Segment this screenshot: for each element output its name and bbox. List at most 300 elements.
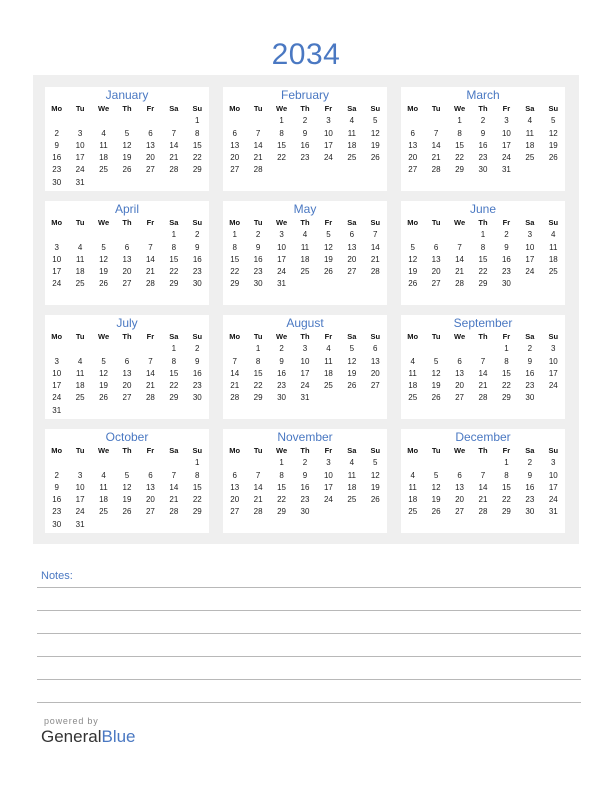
day-cell: 11	[75, 368, 85, 378]
day-cell: 18	[99, 153, 109, 163]
weekday-label: Su	[370, 218, 381, 227]
day-cell: 12	[122, 140, 132, 150]
weekday-label: We	[276, 446, 288, 455]
day-cell: 11	[347, 470, 356, 480]
day-cell: 26	[122, 165, 132, 175]
day-cell: 29	[192, 165, 202, 175]
day-cell: 15	[277, 140, 287, 150]
day-cell: 29	[169, 279, 179, 289]
day-cell	[424, 343, 447, 355]
day-cell: 17	[548, 368, 558, 378]
day-cell	[424, 229, 447, 241]
weekday-label: Mo	[407, 332, 419, 341]
day-cell: 14	[145, 254, 155, 264]
week-row	[45, 506, 209, 518]
week-row	[45, 380, 209, 392]
day-cell: 31	[52, 405, 62, 415]
day-cell	[92, 457, 115, 469]
day-cell: 31	[277, 279, 287, 289]
day-cell: 9	[302, 470, 308, 480]
day-cell: 16	[478, 140, 488, 150]
weekday-label: Mo	[51, 218, 63, 227]
day-cell: 21	[253, 495, 263, 505]
day-cell: 23	[525, 495, 535, 505]
day-cell: 2	[279, 344, 284, 354]
day-cell: 9	[279, 356, 284, 366]
day-cell: 20	[230, 495, 240, 505]
day-cell: 15	[277, 482, 287, 492]
week-row	[45, 278, 209, 290]
day-cell: 6	[410, 128, 415, 138]
day-cell: 23	[52, 165, 62, 175]
weekday-label: We	[276, 332, 288, 341]
day-cell: 25	[525, 153, 535, 163]
day-cell	[139, 229, 162, 241]
day-cell	[115, 343, 138, 355]
week-row	[45, 405, 209, 417]
day-cell: 16	[525, 368, 535, 378]
day-cell: 29	[169, 393, 179, 403]
day-cell: 4	[527, 116, 533, 126]
week-row	[223, 278, 387, 290]
day-cell	[424, 115, 447, 127]
day-cell	[45, 229, 68, 241]
day-cell	[518, 278, 541, 290]
weekday-label: We	[98, 218, 110, 227]
day-cell: 1	[457, 116, 462, 126]
day-cell	[139, 457, 162, 469]
day-cell: 2	[527, 344, 533, 354]
day-cell: 27	[122, 279, 132, 289]
day-cell: 15	[501, 482, 511, 492]
day-cell: 12	[99, 254, 109, 264]
day-cell: 20	[455, 381, 465, 391]
weekday-label: Su	[370, 446, 381, 455]
weekday-label: Fr	[502, 218, 511, 227]
day-cell: 2	[255, 230, 261, 240]
day-cell: 31	[300, 393, 310, 403]
day-cell: 30	[253, 279, 263, 289]
day-cell: 21	[478, 495, 488, 505]
day-cell: 13	[230, 140, 240, 150]
day-cell: 22	[501, 381, 511, 391]
week-row	[223, 368, 387, 380]
week-row	[223, 392, 387, 404]
day-cell: 24	[501, 153, 511, 163]
logo-blue-text: Blue	[101, 727, 136, 746]
day-cell: 28	[455, 279, 465, 289]
day-cell: 7	[255, 128, 261, 138]
day-cell: 26	[99, 393, 109, 403]
day-cell	[364, 506, 387, 518]
month-name: February	[280, 88, 330, 102]
day-cell: 7	[171, 128, 177, 138]
day-cell: 9	[527, 470, 533, 480]
weekday-label: Su	[192, 446, 203, 455]
day-cell	[186, 405, 209, 417]
day-cell: 23	[300, 153, 310, 163]
weekday-label: Fr	[324, 332, 333, 341]
day-cell	[45, 457, 68, 469]
day-cell: 20	[122, 267, 132, 277]
day-cell: 25	[347, 153, 357, 163]
day-cell	[293, 164, 316, 176]
weekday-label: Tu	[75, 332, 85, 341]
week-row	[45, 164, 209, 176]
day-cell: 19	[323, 254, 333, 264]
weekday-label: Tu	[431, 332, 441, 341]
weekday-label: Fr	[502, 332, 511, 341]
week-row	[223, 115, 387, 127]
day-cell: 28	[169, 165, 179, 175]
day-cell: 12	[431, 368, 441, 378]
day-cell	[92, 405, 115, 417]
day-cell: 10	[548, 470, 558, 480]
day-cell: 17	[525, 254, 535, 264]
day-cell: 26	[122, 507, 132, 517]
day-cell: 3	[504, 116, 509, 126]
weekday-label: We	[454, 332, 466, 341]
day-cell: 1	[171, 344, 177, 354]
day-cell	[471, 457, 494, 469]
weekday-label: Th	[300, 104, 310, 113]
day-cell: 3	[77, 128, 83, 138]
day-cell: 20	[122, 381, 132, 391]
weekday-label: Mo	[229, 332, 241, 341]
day-cell: 5	[124, 128, 130, 138]
calendar-year-title: 2034	[271, 38, 341, 71]
day-cell	[448, 229, 471, 241]
day-cell: 14	[478, 368, 488, 378]
day-cell: 28	[370, 267, 380, 277]
day-cell: 30	[300, 507, 310, 517]
day-cell: 3	[54, 356, 59, 366]
day-cell: 29	[277, 507, 287, 517]
day-cell: 4	[77, 242, 83, 252]
day-cell	[401, 229, 424, 241]
weekday-label: Tu	[253, 332, 263, 341]
day-cell: 23	[253, 267, 263, 277]
weekday-label: Su	[192, 104, 203, 113]
day-cell: 16	[192, 254, 202, 264]
month-november	[223, 429, 387, 533]
weekday-label: We	[454, 104, 466, 113]
day-cell: 13	[347, 242, 357, 252]
weekday-label: Su	[548, 104, 559, 113]
day-cell: 21	[431, 153, 441, 163]
day-cell: 20	[230, 153, 240, 163]
day-cell: 15	[169, 254, 179, 264]
day-cell: 24	[75, 507, 85, 517]
weekday-label: Tu	[253, 104, 263, 113]
month-name: July	[116, 316, 138, 330]
day-cell	[115, 519, 138, 531]
day-cell: 4	[101, 128, 106, 138]
day-cell: 29	[192, 507, 202, 517]
weekday-label: Tu	[431, 104, 441, 113]
day-cell: 9	[527, 356, 533, 366]
week-row	[223, 494, 387, 506]
day-cell: 28	[431, 165, 441, 175]
day-cell: 6	[232, 128, 237, 138]
weekday-label: Su	[192, 218, 203, 227]
day-cell: 24	[525, 267, 535, 277]
day-cell: 13	[370, 356, 380, 366]
day-cell: 26	[548, 153, 558, 163]
day-cell: 27	[370, 381, 380, 391]
weekday-label: We	[98, 104, 110, 113]
day-cell: 7	[480, 356, 486, 366]
week-row	[223, 266, 387, 278]
day-cell	[162, 457, 185, 469]
day-cell: 28	[478, 393, 488, 403]
day-cell: 5	[551, 116, 556, 126]
day-cell: 7	[255, 470, 261, 480]
day-cell: 6	[457, 356, 462, 366]
day-cell: 21	[145, 267, 155, 277]
day-cell: 4	[326, 344, 331, 354]
day-cell: 6	[373, 344, 378, 354]
day-cell: 31	[501, 165, 511, 175]
day-cell	[92, 343, 115, 355]
day-cell: 22	[169, 381, 179, 391]
day-cell: 6	[232, 470, 237, 480]
day-cell	[162, 405, 185, 417]
day-cell	[471, 343, 494, 355]
weekday-label: Sa	[525, 218, 535, 227]
day-cell: 8	[195, 470, 200, 480]
day-cell: 21	[169, 153, 179, 163]
week-row	[401, 152, 565, 164]
day-cell: 8	[279, 128, 284, 138]
day-cell: 6	[457, 470, 462, 480]
week-row	[223, 140, 387, 152]
day-cell: 19	[548, 140, 558, 150]
weekday-label: Mo	[407, 218, 419, 227]
day-cell: 12	[370, 470, 380, 480]
week-row	[223, 380, 387, 392]
day-cell: 15	[478, 254, 488, 264]
day-cell	[542, 164, 565, 176]
day-cell: 15	[230, 254, 240, 264]
day-cell: 12	[548, 128, 558, 138]
day-cell: 4	[101, 470, 106, 480]
day-cell: 10	[52, 254, 62, 264]
day-cell	[518, 164, 541, 176]
day-cell: 7	[480, 470, 486, 480]
day-cell: 14	[431, 140, 441, 150]
day-cell: 10	[75, 482, 85, 492]
day-cell: 28	[253, 507, 263, 517]
day-cell: 28	[169, 507, 179, 517]
day-cell: 18	[99, 495, 109, 505]
month-name: April	[114, 202, 139, 216]
generalblue-logo[interactable]	[41, 727, 136, 747]
day-cell	[162, 177, 185, 189]
weekday-header	[223, 103, 387, 115]
day-cell: 21	[253, 153, 263, 163]
day-cell: 11	[347, 128, 356, 138]
day-cell: 3	[54, 242, 59, 252]
day-cell: 17	[548, 482, 558, 492]
weekday-label: Sa	[347, 446, 357, 455]
month-march	[401, 87, 565, 191]
day-cell: 16	[277, 368, 287, 378]
day-cell: 25	[347, 495, 357, 505]
weekday-label: Fr	[502, 104, 511, 113]
weekday-header	[401, 445, 565, 457]
day-cell	[92, 519, 115, 531]
day-cell	[448, 457, 471, 469]
day-cell: 9	[504, 242, 509, 252]
day-cell	[45, 115, 68, 127]
day-cell: 30	[52, 519, 62, 529]
week-row	[45, 494, 209, 506]
day-cell: 1	[195, 458, 200, 468]
day-cell: 21	[370, 254, 380, 264]
day-cell: 4	[302, 230, 308, 240]
day-cell: 26	[370, 153, 380, 163]
day-cell: 5	[373, 458, 378, 468]
day-cell: 2	[302, 116, 308, 126]
day-cell: 11	[549, 242, 558, 252]
day-cell	[448, 343, 471, 355]
weekday-label: Th	[300, 446, 310, 455]
day-cell: 15	[501, 368, 511, 378]
day-cell	[115, 229, 138, 241]
weekday-header	[223, 445, 387, 457]
day-cell: 18	[75, 381, 85, 391]
day-cell: 14	[253, 482, 263, 492]
day-cell: 30	[192, 279, 202, 289]
months-grid	[45, 87, 566, 533]
month-name: August	[286, 316, 324, 330]
day-cell: 12	[408, 254, 418, 264]
day-cell: 8	[171, 242, 177, 252]
day-cell: 23	[501, 267, 511, 277]
day-cell: 29	[230, 279, 240, 289]
day-cell: 1	[279, 458, 284, 468]
day-cell: 19	[122, 153, 132, 163]
day-cell: 8	[504, 470, 509, 480]
day-cell: 24	[548, 381, 558, 391]
month-february	[223, 87, 387, 191]
day-cell: 2	[195, 230, 200, 240]
day-cell: 4	[77, 356, 83, 366]
day-cell	[186, 177, 209, 189]
day-cell	[246, 115, 269, 127]
weekday-label: Mo	[407, 104, 419, 113]
day-cell: 2	[54, 470, 59, 480]
day-cell	[139, 343, 162, 355]
day-cell: 24	[277, 267, 287, 277]
weekday-header	[401, 217, 565, 229]
week-row	[401, 470, 565, 482]
week-row	[45, 254, 209, 266]
day-cell: 22	[192, 495, 202, 505]
day-cell: 2	[195, 344, 200, 354]
day-cell: 25	[300, 267, 310, 277]
day-cell: 17	[277, 254, 287, 264]
day-cell: 6	[148, 470, 153, 480]
weekday-label: Th	[478, 104, 488, 113]
month-name: September	[453, 316, 513, 330]
day-cell: 30	[277, 393, 287, 403]
day-cell: 25	[408, 393, 418, 403]
day-cell: 30	[525, 507, 535, 517]
day-cell: 11	[408, 482, 417, 492]
day-cell: 17	[75, 153, 85, 163]
day-cell: 23	[300, 495, 310, 505]
day-cell: 25	[75, 279, 85, 289]
day-cell: 30	[52, 177, 62, 187]
month-name: November	[277, 430, 333, 444]
day-cell: 2	[54, 128, 59, 138]
weekday-label: Fr	[324, 218, 333, 227]
week-row	[45, 368, 209, 380]
day-cell: 23	[478, 153, 488, 163]
day-cell: 11	[99, 140, 108, 150]
day-cell: 12	[347, 356, 357, 366]
day-cell: 27	[230, 165, 240, 175]
day-cell: 4	[349, 458, 355, 468]
day-cell: 1	[480, 230, 486, 240]
day-cell	[68, 115, 91, 127]
day-cell: 27	[431, 279, 441, 289]
day-cell: 7	[148, 242, 153, 252]
day-cell	[92, 115, 115, 127]
day-cell: 22	[277, 495, 287, 505]
week-row	[401, 278, 565, 290]
day-cell	[115, 405, 138, 417]
day-cell: 27	[347, 267, 357, 277]
weekday-label: Th	[478, 446, 488, 455]
day-cell: 25	[99, 165, 109, 175]
month-september	[401, 315, 565, 419]
day-cell: 3	[77, 470, 83, 480]
day-cell: 18	[300, 254, 310, 264]
weekday-label: Tu	[75, 218, 85, 227]
day-cell: 13	[122, 254, 132, 264]
day-cell: 10	[277, 242, 287, 252]
day-cell: 11	[300, 242, 310, 252]
day-cell	[317, 392, 340, 404]
day-cell: 5	[433, 470, 439, 480]
day-cell: 27	[455, 507, 465, 517]
day-cell: 4	[410, 356, 415, 366]
day-cell	[340, 164, 363, 176]
month-name: March	[466, 88, 500, 102]
day-cell: 8	[171, 356, 177, 366]
weekday-header	[45, 445, 209, 457]
day-cell: 12	[122, 482, 132, 492]
weekday-label: Th	[478, 332, 488, 341]
day-cell: 5	[326, 230, 331, 240]
day-cell: 20	[145, 495, 155, 505]
weekday-label: We	[98, 446, 110, 455]
week-row	[401, 229, 565, 241]
weekday-label: Fr	[502, 446, 511, 455]
day-cell: 14	[169, 482, 179, 492]
day-cell	[139, 405, 162, 417]
day-cell: 28	[230, 393, 240, 403]
day-cell: 21	[478, 381, 488, 391]
week-row	[401, 494, 565, 506]
day-cell: 1	[279, 116, 284, 126]
weekday-header	[223, 217, 387, 229]
weekday-label: Sa	[525, 104, 535, 113]
weekday-label: Su	[192, 332, 203, 341]
